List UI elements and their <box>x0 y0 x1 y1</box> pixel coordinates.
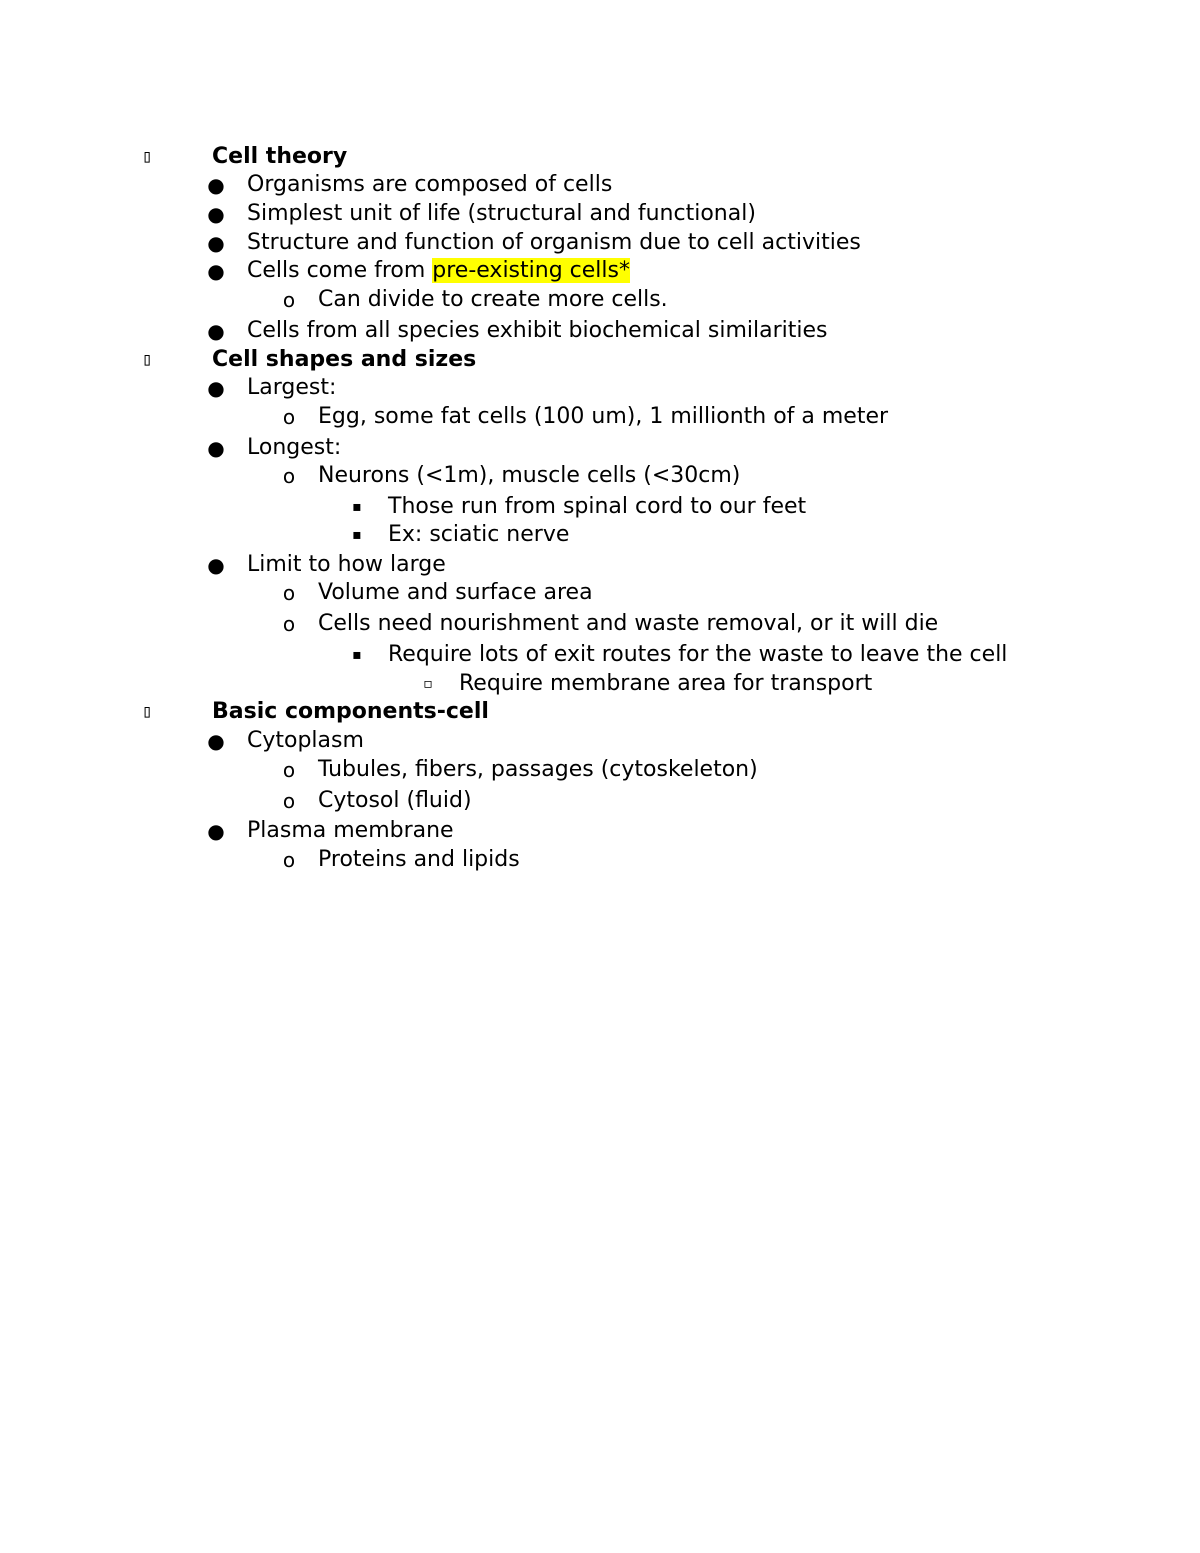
circle-bullet-icon: o <box>282 405 296 429</box>
list-item-text: Plasma membrane <box>247 818 454 843</box>
bullet-icon: ● <box>207 319 225 343</box>
list-item-text: Limit to how large <box>247 552 446 577</box>
section-heading: Cell theory <box>212 144 348 169</box>
section-marker-icon: ▯ <box>141 349 153 370</box>
small-square-bullet-icon: ▫ <box>423 676 433 692</box>
list-item-text: Longest: <box>247 435 342 460</box>
list-item-text: Can divide to create more cells. <box>318 287 668 312</box>
square-bullet-icon: ▪ <box>352 499 362 515</box>
list-item-text: Organisms are composed of cells <box>247 172 613 197</box>
circle-bullet-icon: o <box>282 758 296 782</box>
section-heading: Cell shapes and sizes <box>212 347 477 372</box>
bullet-icon: ● <box>207 202 225 226</box>
circle-bullet-icon: o <box>282 848 296 872</box>
list-item-text: Tubules, fibers, passages (cytoskeleton) <box>318 757 758 782</box>
circle-bullet-icon: o <box>282 464 296 488</box>
bullet-icon: ● <box>207 729 225 753</box>
list-item-text: Structure and function of organism due to cell activities <box>247 230 861 255</box>
circle-bullet-icon: o <box>282 288 296 312</box>
list-item-text: Cytoplasm <box>247 728 364 753</box>
list-item-text: Cells need nourishment and waste removal, or it will die <box>318 611 939 636</box>
list-item-text: Cells from all species exhibit biochemical similarities <box>247 318 828 343</box>
section-marker-icon: ▯ <box>141 701 153 722</box>
bullet-icon: ● <box>207 553 225 577</box>
list-item-text: Cytosol (fluid) <box>318 788 472 813</box>
list-item-text: Require membrane area for transport <box>459 671 873 696</box>
list-item-text: Ex: sciatic nerve <box>388 522 570 547</box>
list-item-prefix: Cells come from <box>247 258 433 283</box>
bullet-icon: ● <box>207 376 225 400</box>
list-item-text <box>247 256 630 286</box>
bullet-icon: ● <box>207 819 225 843</box>
circle-bullet-icon: o <box>282 612 296 636</box>
list-item-text: Largest: <box>247 375 337 400</box>
list-item-text: Simplest unit of life (structural and functional) <box>247 201 756 226</box>
bullet-icon: ● <box>207 436 225 460</box>
section-heading: Basic components-cell <box>212 699 489 724</box>
list-item-text: Volume and surface area <box>318 580 593 605</box>
list-item-text: Egg, some fat cells (100 um), 1 millionth of a meter <box>318 404 889 429</box>
bullet-icon: ● <box>207 173 225 197</box>
square-bullet-icon: ▪ <box>352 527 362 543</box>
circle-bullet-icon: o <box>282 789 296 813</box>
square-bullet-icon: ▪ <box>352 647 362 663</box>
section-marker-icon: ▯ <box>141 146 153 167</box>
circle-bullet-icon: o <box>282 581 296 605</box>
list-item-text: Require lots of exit routes for the waste to leave the cell <box>388 642 1008 667</box>
list-item-text: Proteins and lipids <box>318 847 520 872</box>
bullet-icon: ● <box>207 231 225 255</box>
bullet-icon: ● <box>207 259 225 283</box>
list-item-text: Neurons (<1m), muscle cells (<30cm) <box>318 463 741 488</box>
highlighted-text: pre-existing cells* <box>432 258 630 283</box>
list-item-text: Those run from spinal cord to our feet <box>388 494 807 519</box>
